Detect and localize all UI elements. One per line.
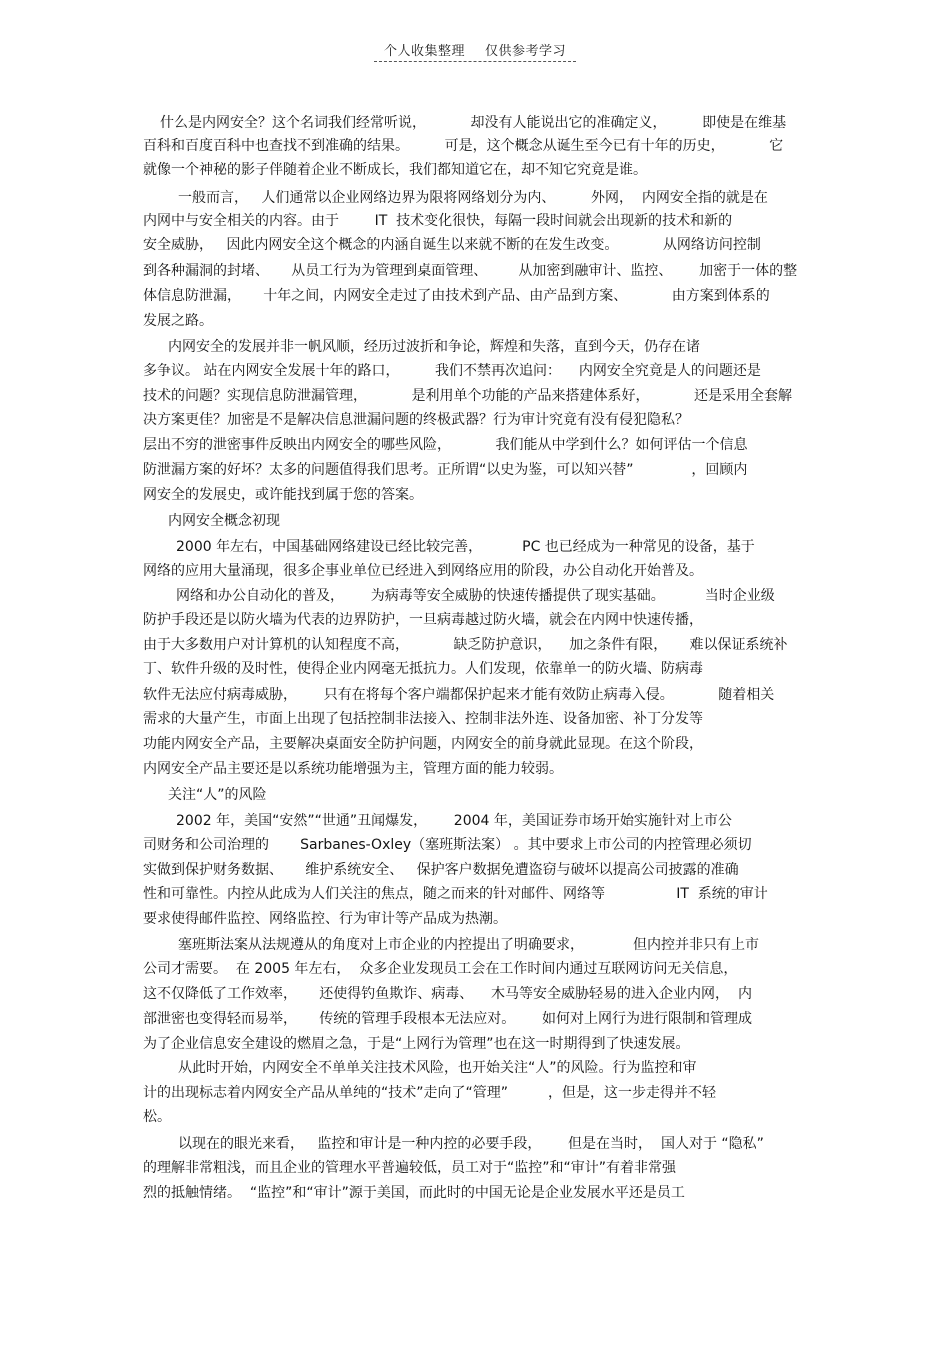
text-line: 要求使得邮件监控、网络监控、行为审计等产品成为热潮。	[143, 911, 507, 927]
text-line: 以现在的眼光来看， 监控和审计是一种内控的必要手段， 但是在当时， 国人对于 “隐私”	[178, 1136, 764, 1152]
text-line: 一般而言， 人们通常以企业网络边界为限将网络划分为内、 外网， 内网安全指的就是在	[178, 190, 768, 206]
text-line: 内网安全概念初现	[168, 513, 280, 529]
text-line: 烈的抵触情绪。 “监控”和“审计”源于美国，而此时的中国无论是企业发展水平还是员工	[143, 1185, 685, 1201]
text-line: 关注“人”的风险	[168, 787, 267, 803]
text-line: 防护手段还是以防火墙为代表的边界防护，一旦病毒越过防火墙，就会在内网中快速传播，	[143, 612, 703, 628]
text-line: 塞班斯法案从法规遵从的角度对上市企业的内控提出了明确要求， 但内控并非只有上市	[178, 937, 759, 953]
text-line: 网络的应用大量涌现，很多企事业单位已经进入到网络应用的阶段，办公自动化开始普及。	[143, 563, 703, 579]
text-line: 多争议。 站在内网安全发展十年的路口， 我们不禁再次追问： 内网安全究竟是人的问题还是	[143, 363, 761, 379]
text-line: 内网安全产品主要还是以系统功能增强为主，管理方面的能力较弱。	[143, 761, 563, 777]
text-line: 公司才需要。 在 2005 年左右， 众多企业发现员工会在工作时间内通过互联网访问无关信息，	[143, 961, 738, 977]
text-line: 丁、软件升级的及时性，使得企业内网毫无抵抗力。人们发现，依靠单一的防火墙、防病毒	[143, 661, 703, 677]
text-line: 松。	[143, 1109, 171, 1125]
text-line: 从此时开始，内网安全不单单关注技术风险，也开始关注“人”的风险。行为监控和审	[178, 1060, 697, 1076]
text-line: 层出不穷的泄密事件反映出内网安全的哪些风险， 我们能从中学到什么？如何评估一个信息	[143, 437, 748, 453]
text-line: 百科和百度百科中也查找不到准确的结果。 可是，这个概念从诞生至今已有十年的历史， 它	[143, 138, 784, 154]
text-line: 计的出现标志着内网安全产品从单纯的“技术”走向了“管理” ，但是，这一步走得并不轻	[143, 1085, 717, 1101]
page-header	[0, 40, 950, 62]
text-line: 发展之路。	[143, 313, 213, 329]
text-line: 2002 年，美国“安然”“世通”丑闻爆发， 2004 年，美国证券市场开始实施针对上市公	[176, 813, 732, 829]
text-line: 网络和办公自动化的普及， 为病毒等安全威胁的快速传播提供了现实基础。 当时企业级	[176, 588, 775, 604]
text-line: 防泄漏方案的好坏？太多的问题值得我们思考。正所谓“以史为鉴，可以知兴替” ，回顾内	[143, 462, 748, 478]
text-line: 这不仅降低了工作效率， 还使得钓鱼欺诈、病毒、 木马等安全威胁轻易的进入企业内网， 内	[143, 986, 752, 1002]
text-line: 体信息防泄漏， 十年之间，内网安全走过了由技术到产品、由产品到方案、 由方案到体系的	[143, 288, 770, 304]
text-line: 的理解非常粗浅，而且企业的管理水平普遍较低，员工对于“监控”和“审计”有着非常强	[143, 1160, 677, 1176]
text-line: 为了企业信息安全建设的燃眉之急，于是“上网行为管理”也在这一时期得到了快速发展。	[143, 1036, 690, 1052]
text-line: 到各种漏洞的封堵、 从员工行为为管理到桌面管理、 从加密到融审计、监控、 加密于一体的整	[143, 263, 798, 279]
text-line: 决方案更佳？加密是不是解决信息泄漏问题的终极武器？行为审计究竟有没有侵犯隐私？	[143, 412, 689, 428]
text-line: 技术的问题？实现信息防泄漏管理， 是利用单个功能的产品来搭建体系好， 还是采用全套解	[143, 388, 793, 404]
text-line: 实做到保护财务数据、 维护系统安全、 保护客户数据免遭盗窃与破坏以提高公司披露的准确	[143, 862, 739, 878]
text-line: 软件无法应付病毒威胁， 只有在将每个客户端都保护起来才能有效防止病毒入侵。 随着相关	[143, 687, 775, 703]
text-line: 内网中与安全相关的内容。由于 IT 技术变化很快，每隔一段时间就会出现新的技术和新的	[143, 213, 733, 229]
text-line: 需求的大量产生，市面上出现了包括控制非法接入、控制非法外连、设备加密、补丁分发等	[143, 711, 703, 727]
text-line: 什么是内网安全？这个名词我们经常听说， 却没有人能说出它的准确定义， 即使是在维基	[160, 115, 787, 131]
text-line: 功能内网安全产品，主要解决桌面安全防护问题，内网安全的前身就此显现。在这个阶段，	[143, 736, 703, 752]
text-line: 性和可靠性。内控从此成为人们关注的焦点，随之而来的针对邮件、网络等 IT 系统的审计	[143, 886, 768, 902]
header-right-text: 仅供参考学习	[485, 44, 567, 59]
text-line: 安全威胁， 因此内网安全这个概念的内涵自诞生以来就不断的在发生改变。 从网络访问控制	[143, 237, 761, 253]
text-line: 2000 年左右，中国基础网络建设已经比较完善， PC 也已经成为一种常见的设备，基于	[176, 539, 755, 555]
text-line: 网安全的发展史，或许能找到属于您的答案。	[143, 487, 423, 503]
text-line: 由于大多数用户对计算机的认知程度不高， 缺乏防护意识， 加之条件有限， 难以保证系统补	[143, 637, 788, 653]
header-left-text: 个人收集整理	[383, 44, 465, 59]
header-line	[374, 40, 576, 62]
text-line: 司财务和公司治理的 Sarbanes-Oxley（塞班斯法案） 。其中要求上市公司的内控管理必须切	[143, 837, 752, 853]
text-line: 就像一个神秘的影子伴随着企业不断成长，我们都知道它在，却不知它究竟是谁。	[143, 162, 647, 178]
text-line: 内网安全的发展并非一帆风顺，经历过波折和争论，辉煌和失落，直到今天，仍存在诸	[168, 339, 700, 355]
text-line: 部泄密也变得轻而易举， 传统的管理手段根本无法应对。 如何对上网行为进行限制和管理成	[143, 1011, 752, 1027]
